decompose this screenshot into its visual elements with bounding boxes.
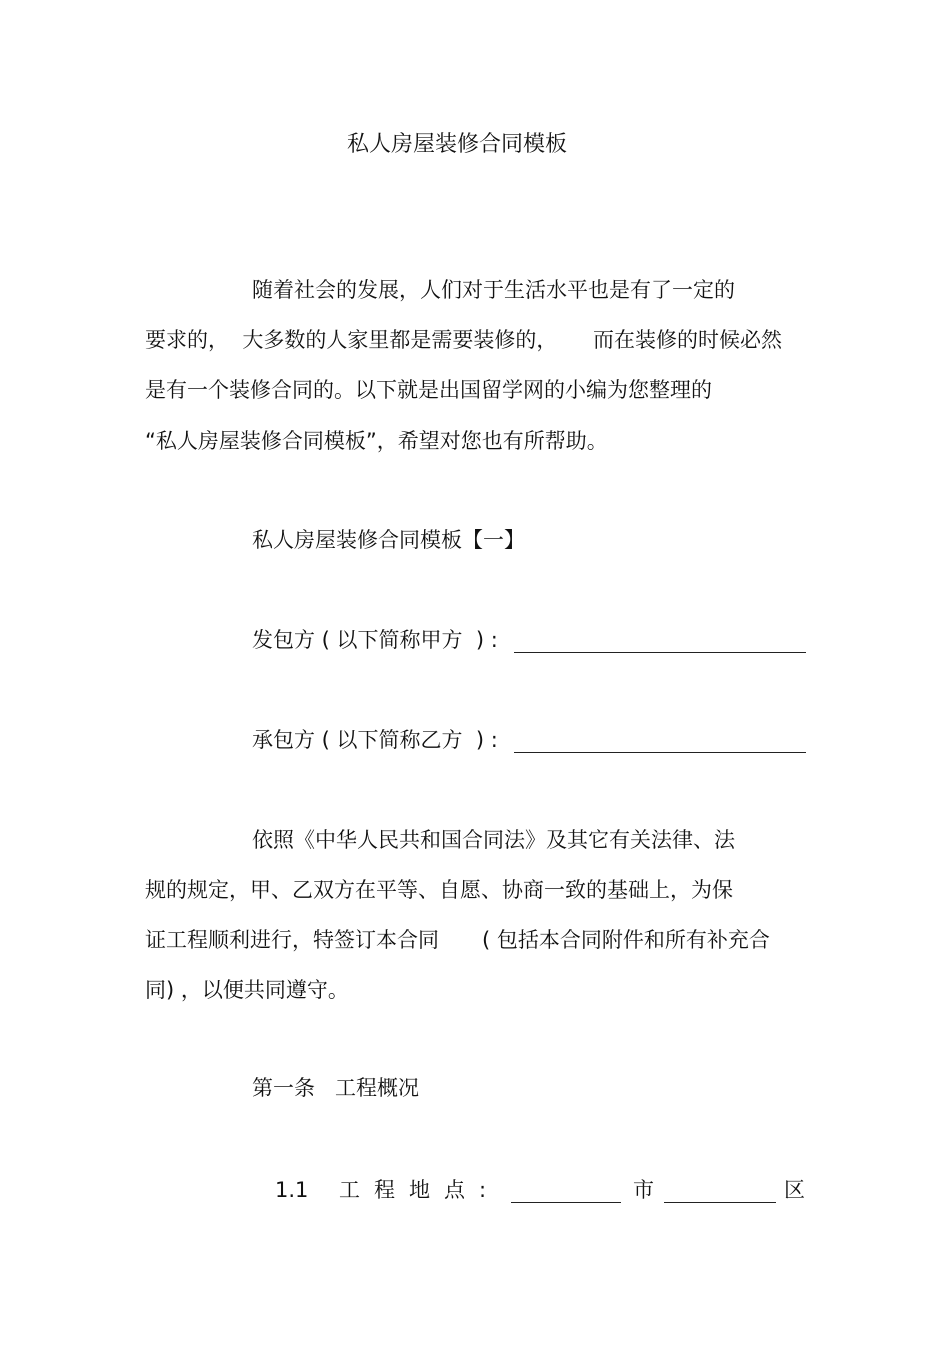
intro-line-1: 随着社会的发展，人们对于生活水平也是有了一定的 <box>252 278 735 302</box>
basis-line-4: 同) ，以便共同遵守。 <box>145 978 349 1002</box>
party-b-label: 承包方 ( 以下简称乙方 ) : <box>252 728 498 752</box>
address-number: 1.1 <box>275 1178 309 1202</box>
address-city-blank <box>511 1182 621 1203</box>
party-a-blank <box>514 632 806 653</box>
intro-line-2a: 要求的， 大多数的人家里都是需要装修的， <box>145 328 558 352</box>
address-district-unit: 区 <box>784 1178 805 1202</box>
address-district-blank <box>664 1182 776 1203</box>
basis-line-3a: 证工程顺利进行，特签订本合同 <box>145 928 439 952</box>
intro-line-3: 是有一个装修合同的。以下就是出国留学网的小编为您整理的 <box>145 378 712 402</box>
party-b-blank <box>514 732 806 753</box>
party-a-label: 发包方 ( 以下简称甲方 ) : <box>252 628 498 652</box>
address-label: 工程地点: <box>339 1178 501 1202</box>
intro-line-4: “私人房屋装修合同模板”，希望对您也有所帮助。 <box>145 429 608 453</box>
intro-line-2b: 而在装修的时候必然 <box>593 328 782 352</box>
basis-line-2: 规的规定，甲、乙双方在平等、自愿、协商一致的基础上，为保 <box>145 878 733 902</box>
basis-line-1: 依照《中华人民共和国合同法》及其它有关法律、法 <box>252 828 735 852</box>
article-1-title: 第一条 工程概况 <box>252 1076 420 1100</box>
document-title: 私人房屋装修合同模板 <box>347 132 568 157</box>
section-title: 私人房屋装修合同模板【一】 <box>252 528 525 552</box>
address-city-unit: 市 <box>633 1178 654 1202</box>
basis-line-3b: ( 包括本合同附件和所有补充合 <box>482 928 770 952</box>
